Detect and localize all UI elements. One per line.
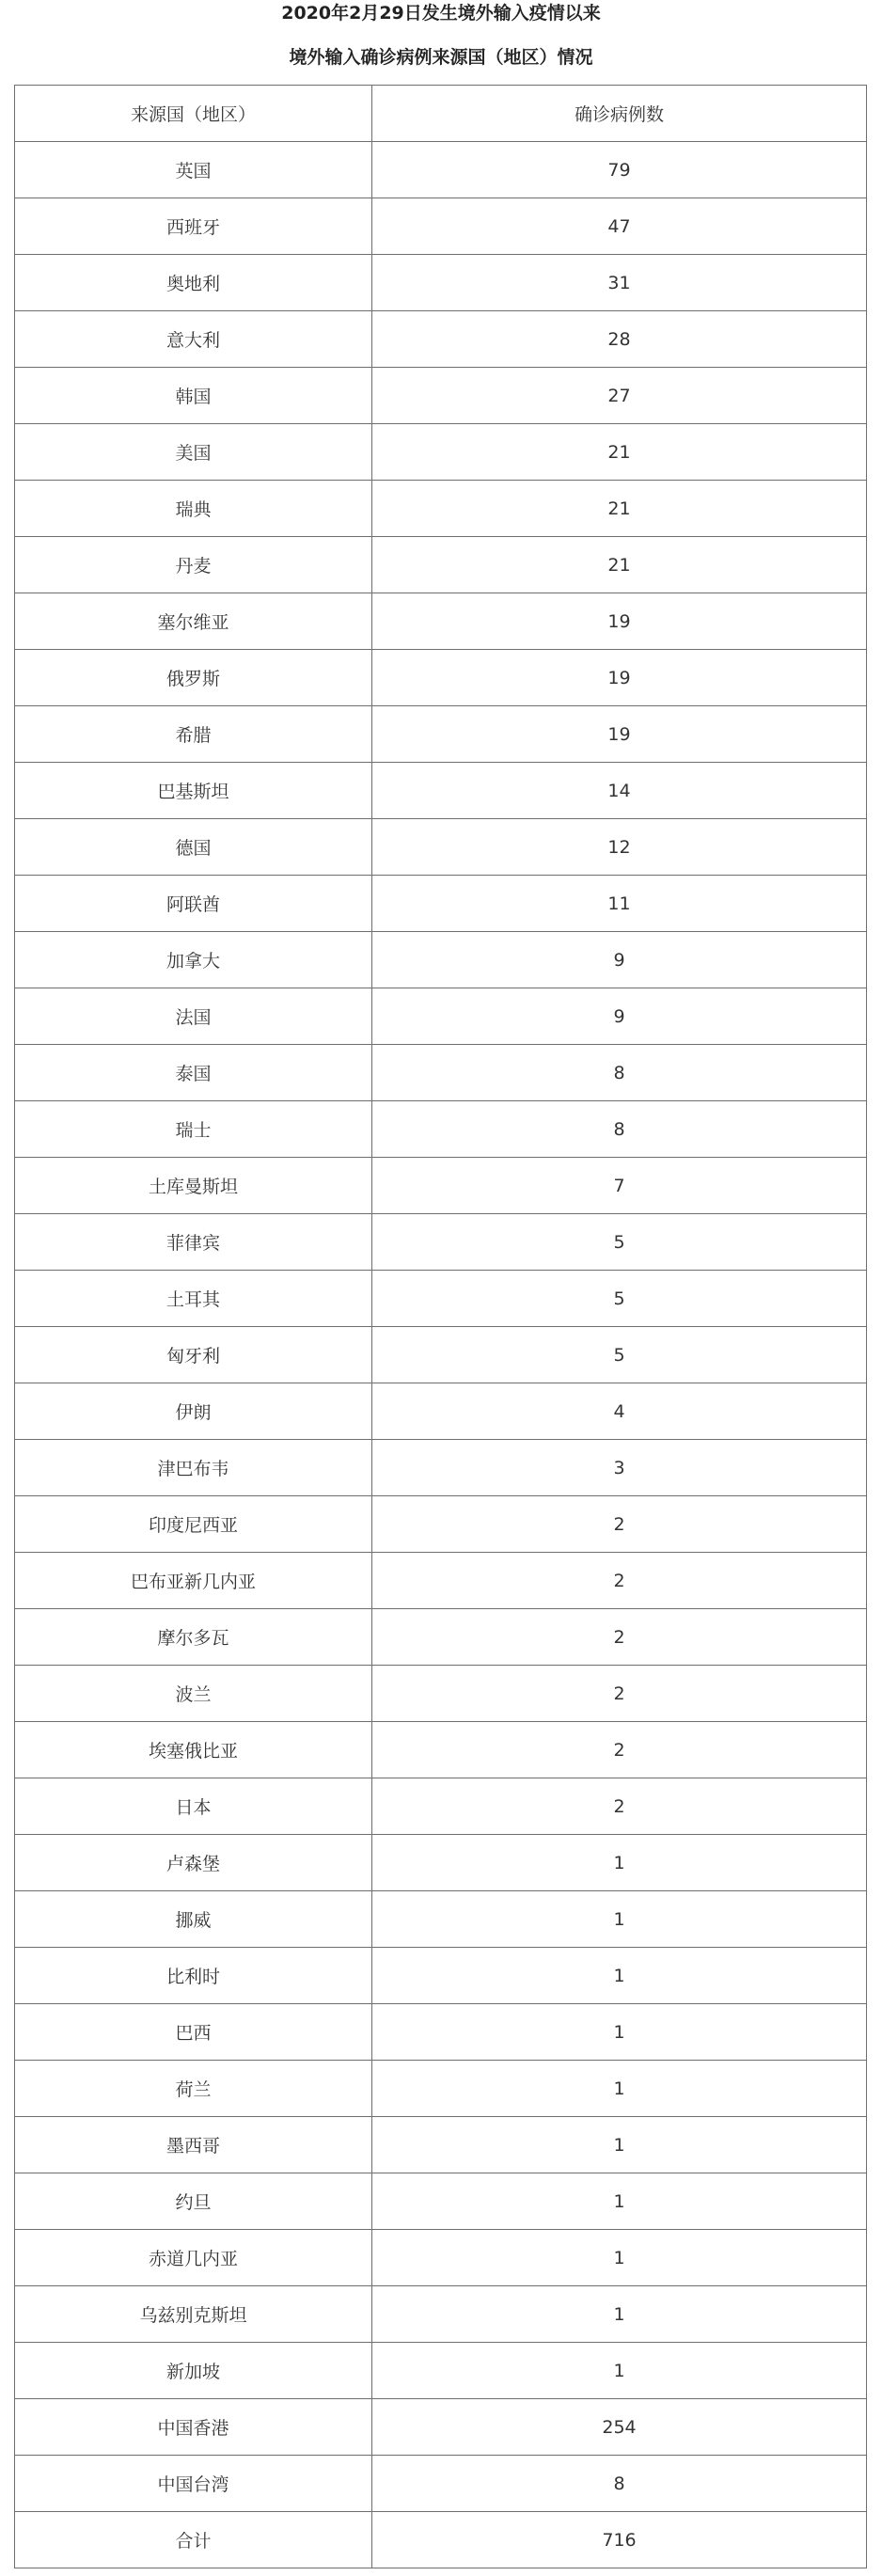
origin-cell: 波兰 — [15, 1666, 372, 1722]
origin-cell: 奥地利 — [15, 255, 372, 311]
table-row — [15, 311, 867, 368]
origin-cell: 印度尼西亚 — [15, 1496, 372, 1553]
case-count-cell: 19 — [372, 650, 867, 706]
origin-cell: 巴布亚新几内亚 — [15, 1553, 372, 1609]
case-count-cell: 1 — [372, 2004, 867, 2061]
table-row — [15, 2230, 867, 2286]
case-count-cell: 1 — [372, 2343, 867, 2399]
case-count-cell: 4 — [372, 1383, 867, 1440]
origin-cell: 瑞典 — [15, 481, 372, 537]
case-count-cell: 5 — [372, 1271, 867, 1327]
case-count-cell: 5 — [372, 1214, 867, 1271]
table-row — [15, 932, 867, 988]
origin-cell: 匈牙利 — [15, 1327, 372, 1383]
case-count-cell: 2 — [372, 1496, 867, 1553]
cases-by-origin-table — [14, 85, 867, 2568]
case-count-cell: 19 — [372, 593, 867, 650]
case-count-cell: 716 — [372, 2512, 867, 2568]
table-row — [15, 198, 867, 255]
case-count-cell: 1 — [372, 2061, 867, 2117]
origin-cell: 俄罗斯 — [15, 650, 372, 706]
origin-cell: 韩国 — [15, 368, 372, 424]
origin-cell: 荷兰 — [15, 2061, 372, 2117]
table-row — [15, 2117, 867, 2173]
table-row — [15, 537, 867, 593]
origin-cell: 塞尔维亚 — [15, 593, 372, 650]
case-count-cell: 27 — [372, 368, 867, 424]
table-row — [15, 1214, 867, 1271]
table-row — [15, 255, 867, 311]
table-row — [15, 1891, 867, 1948]
origin-cell: 约旦 — [15, 2173, 372, 2230]
table-row — [15, 1496, 867, 1553]
table-row — [15, 481, 867, 537]
case-count-cell: 1 — [372, 2117, 867, 2173]
origin-cell: 中国台湾 — [15, 2456, 372, 2512]
origin-cell: 德国 — [15, 819, 372, 876]
case-count-cell: 79 — [372, 142, 867, 198]
case-count-cell: 21 — [372, 424, 867, 481]
table-row — [15, 1553, 867, 1609]
origin-cell: 土耳其 — [15, 1271, 372, 1327]
case-count-cell: 8 — [372, 2456, 867, 2512]
origin-cell: 赤道几内亚 — [15, 2230, 372, 2286]
case-count-cell: 19 — [372, 706, 867, 763]
origin-cell: 中国香港 — [15, 2399, 372, 2456]
origin-cell: 卢森堡 — [15, 1835, 372, 1891]
table-row — [15, 1666, 867, 1722]
table-row — [15, 650, 867, 706]
table-body — [15, 142, 867, 2568]
case-count-cell: 1 — [372, 2173, 867, 2230]
case-count-cell: 14 — [372, 763, 867, 819]
table-row — [15, 2399, 867, 2456]
table-row — [15, 1778, 867, 1835]
table-row — [15, 1835, 867, 1891]
case-count-cell: 1 — [372, 1891, 867, 1948]
origin-cell: 西班牙 — [15, 198, 372, 255]
case-count-cell: 1 — [372, 2230, 867, 2286]
origin-cell: 美国 — [15, 424, 372, 481]
case-count-cell: 11 — [372, 876, 867, 932]
table-row — [15, 1271, 867, 1327]
table-row — [15, 1722, 867, 1778]
table-row — [15, 142, 867, 198]
origin-cell: 意大利 — [15, 311, 372, 368]
case-count-cell: 5 — [372, 1327, 867, 1383]
case-count-cell: 1 — [372, 1948, 867, 2004]
case-count-cell: 9 — [372, 988, 867, 1045]
table-row — [15, 819, 867, 876]
case-count-cell: 2 — [372, 1722, 867, 1778]
case-count-cell: 7 — [372, 1158, 867, 1214]
table-row — [15, 1383, 867, 1440]
table-row — [15, 706, 867, 763]
origin-cell: 墨西哥 — [15, 2117, 372, 2173]
origin-cell: 津巴布韦 — [15, 1440, 372, 1496]
table-row — [15, 1609, 867, 1666]
case-count-cell: 2 — [372, 1553, 867, 1609]
table-row — [15, 2004, 867, 2061]
origin-cell: 英国 — [15, 142, 372, 198]
case-count-cell: 31 — [372, 255, 867, 311]
table-row — [15, 988, 867, 1045]
table-row — [15, 2286, 867, 2343]
header-case-count: 确诊病例数 — [372, 86, 867, 142]
origin-cell: 希腊 — [15, 706, 372, 763]
table-caption: 境外输入确诊病例来源国（地区）情况 — [289, 47, 593, 68]
table-row — [15, 2061, 867, 2117]
origin-cell: 巴西 — [15, 2004, 372, 2061]
case-count-cell: 12 — [372, 819, 867, 876]
origin-cell: 瑞士 — [15, 1101, 372, 1158]
case-count-cell: 1 — [372, 1835, 867, 1891]
case-count-cell: 1 — [372, 2286, 867, 2343]
case-count-cell: 2 — [372, 1778, 867, 1835]
table-row — [15, 368, 867, 424]
table-header-row — [15, 86, 867, 142]
table-row — [15, 1948, 867, 2004]
case-count-cell: 28 — [372, 311, 867, 368]
case-count-cell: 254 — [372, 2399, 867, 2456]
table-row — [15, 1440, 867, 1496]
origin-cell: 挪威 — [15, 1891, 372, 1948]
case-count-cell: 21 — [372, 537, 867, 593]
table-row — [15, 2343, 867, 2399]
case-count-cell: 21 — [372, 481, 867, 537]
origin-cell: 比利时 — [15, 1948, 372, 2004]
table-row — [15, 1045, 867, 1101]
table-row — [15, 2456, 867, 2512]
origin-cell: 摩尔多瓦 — [15, 1609, 372, 1666]
table-row — [15, 2512, 867, 2568]
origin-cell: 泰国 — [15, 1045, 372, 1101]
origin-cell: 法国 — [15, 988, 372, 1045]
origin-cell: 菲律宾 — [15, 1214, 372, 1271]
table-row — [15, 1158, 867, 1214]
case-count-cell: 47 — [372, 198, 867, 255]
origin-cell: 埃塞俄比亚 — [15, 1722, 372, 1778]
case-count-cell: 3 — [372, 1440, 867, 1496]
case-count-cell: 8 — [372, 1101, 867, 1158]
origin-cell: 阿联酋 — [15, 876, 372, 932]
origin-cell: 加拿大 — [15, 932, 372, 988]
origin-cell: 日本 — [15, 1778, 372, 1835]
header-origin: 来源国（地区） — [15, 86, 372, 142]
origin-cell: 合计 — [15, 2512, 372, 2568]
origin-cell: 土库曼斯坦 — [15, 1158, 372, 1214]
table-row — [15, 763, 867, 819]
table-row — [15, 876, 867, 932]
origin-cell: 丹麦 — [15, 537, 372, 593]
table-row — [15, 593, 867, 650]
origin-cell: 新加坡 — [15, 2343, 372, 2399]
case-count-cell: 9 — [372, 932, 867, 988]
table-row — [15, 424, 867, 481]
origin-cell: 巴基斯坦 — [15, 763, 372, 819]
case-count-cell: 2 — [372, 1666, 867, 1722]
document-title: 2020年2月29日发生境外输入疫情以来 — [281, 3, 601, 24]
table-row — [15, 2173, 867, 2230]
case-count-cell: 2 — [372, 1609, 867, 1666]
case-count-cell: 8 — [372, 1045, 867, 1101]
table-row — [15, 1101, 867, 1158]
table-row — [15, 1327, 867, 1383]
origin-cell: 乌兹别克斯坦 — [15, 2286, 372, 2343]
origin-cell: 伊朗 — [15, 1383, 372, 1440]
